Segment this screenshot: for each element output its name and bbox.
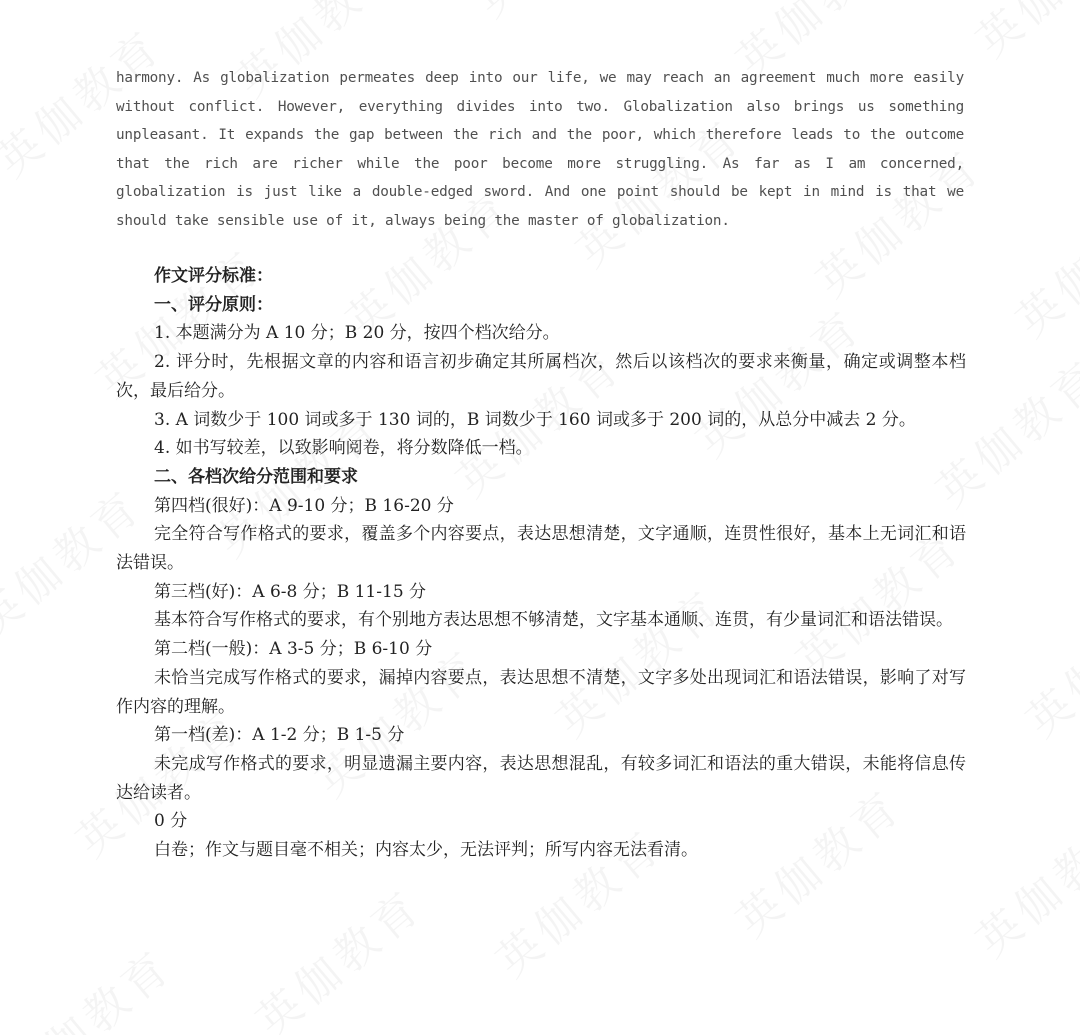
grade-1-title: 第一档(差)：A 1-2 分；B 1-5 分 (154, 725, 405, 746)
principle-4: 4. 如书写较差，以致影响阅卷，将分数降低一档。 (154, 438, 533, 459)
rubric-title: 作文评分标准： (154, 266, 273, 286)
grade-2-title: 第二档(一般)：A 3-5 分；B 6-10 分 (154, 639, 433, 660)
watermark-text (460, 0, 654, 29)
watermark-text (0, 931, 184, 1035)
watermark-text (1000, 171, 1080, 349)
grade-0-description: 白卷；作文与题目毫不相关；内容太少，无法评判；所写内容无法看清。 (154, 840, 698, 861)
grade-2-description: 未恰当完成写作格式的要求，漏掉内容要点，表达思想不清楚，文字多处出现词汇和语法错误，影响了对写作内容的理解。 (116, 667, 966, 717)
grade-0-title: 0 分 (154, 811, 188, 832)
principle-3: 3. A 词数少于 100 词或多于 130 词的，B 词数少于 160 词或多于 200 词的，从总分中减去 2 分。 (154, 409, 916, 430)
watermark-text (960, 791, 1080, 969)
principle-1: 1. 本题满分为 A 10 分；B 20 分，按四个档次给分。 (154, 323, 560, 344)
scoring-rubric (116, 262, 966, 865)
grade-4-title: 第四档(很好)：A 9-10 分；B 16-20 分 (154, 495, 454, 516)
grade-1-description: 未完成写作格式的要求，明显遗漏主要内容，表达思想混乱，有较多词汇和语法的重大错误，未能将信息传达给读者。 (116, 753, 966, 803)
grade-3-title: 第三档(好)：A 6-8 分；B 11-15 分 (154, 581, 427, 602)
watermark-text (1010, 571, 1080, 749)
watermark-text (960, 0, 1080, 69)
grade-4-description: 完全符合写作格式的要求，覆盖多个内容要点，表达思想清楚，文字通顺，连贯性很好，基本上无词汇和语法错误。 (116, 524, 966, 574)
principle-2: 2. 评分时，先根据文章的内容和语言初步确定其所属档次，然后以该档次的要求来衡量，确定或调整本档次，最后给分。 (116, 352, 966, 401)
section-grades-title: 二、各档次给分范围和要求 (154, 466, 358, 487)
grade-3-description: 基本符合写作格式的要求，有个别地方表达思想不够清楚，文字基本通顺、连贯，有少量词汇和语法错误。 (154, 610, 953, 631)
section-principles-title: 一、评分原则： (154, 294, 273, 315)
watermark-text (240, 871, 434, 1035)
english-essay-paragraph: harmony. As globalization permeates deep into our life, we may reach an agreement much more easily without conflict. However, everything divides into two. Globalization also brings us something unpleasant. It expands the gap between the rich and the poor, which therefore leads to the outcome that the rich are richer while the poor become more struggling. As far as I am concerned, globalization is just like a double-edged sword. And one point should be kept in mind is that we should take sensible use of it, always being the master of globalization. (116, 70, 964, 229)
